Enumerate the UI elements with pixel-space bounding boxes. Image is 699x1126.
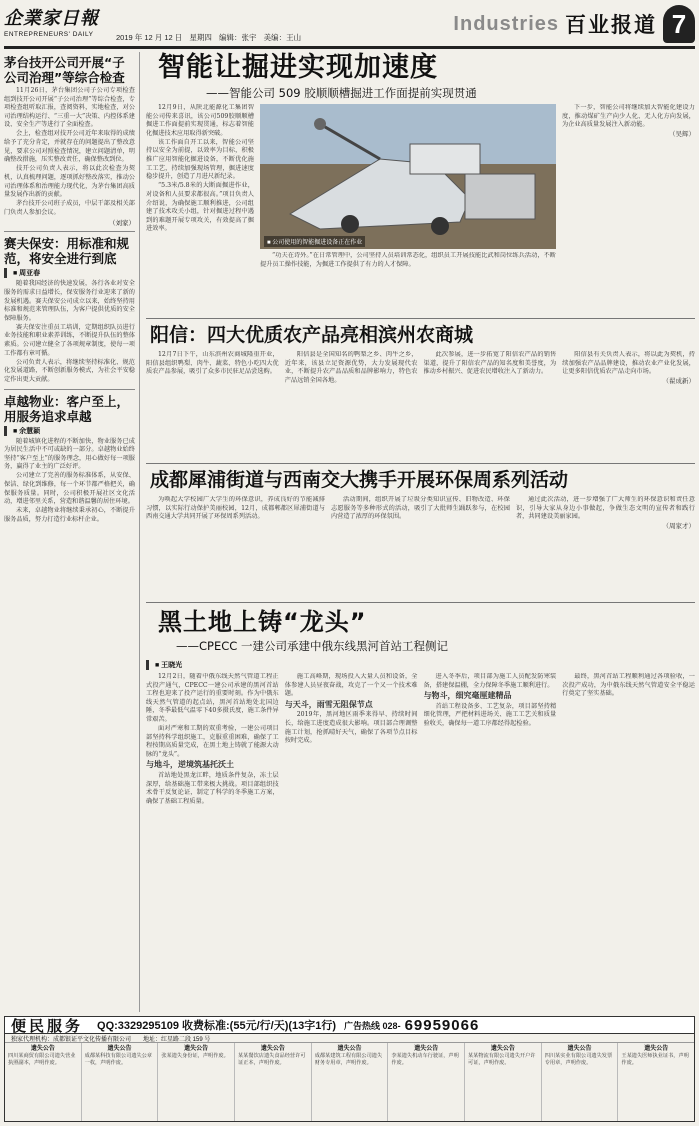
text-column	[146, 496, 325, 534]
notice-text: 王某遗失医师执业证书，声明作废。	[621, 1053, 689, 1066]
paragraph: 未来，卓越物业将继续秉承初心，不断提升服务品质，努力打造行业标杆企业。	[4, 507, 135, 523]
section-subheading: 与天斗，雨雪无阻保节点	[284, 699, 373, 709]
issue-weekday: 星期四	[189, 33, 212, 42]
paragraph: 首站地处黑龙江畔，地质条件复杂，冻土层深厚，给基础施工带来极大挑战。项目部组织技术骨干反复论证，制定了科学的冬季施工方案，确保了基础工程质量。	[146, 772, 279, 805]
divider	[146, 463, 695, 464]
classified-cell	[158, 1043, 235, 1121]
notice-title: 遗失公告	[567, 1045, 592, 1052]
paragraph: 赛夫保安注重员工培训，定期组织队员进行业务技能和职业素养训练，不断提升队伍的整体素质。公司建立健全了各项规章制度，使每一项工作都有章可循。	[4, 323, 135, 357]
classified-header	[5, 1017, 694, 1034]
masthead	[4, 4, 695, 50]
notice-title: 遗失公告	[644, 1045, 669, 1052]
masthead-rule	[4, 46, 695, 49]
left-column	[4, 52, 140, 1012]
notice-title: 遗失公告	[30, 1045, 55, 1052]
paragraph: “功夫在诗外。”在日常管理中，公司坚持人员培训常态化，组织员工开展技能比武和岗位练兵活动，不断提升员工操作技能，为掘进工作提供了有力的人才保障。	[260, 252, 556, 268]
notice-title: 遗失公告	[414, 1045, 439, 1052]
divider	[146, 318, 695, 319]
paragraph: 该工作面自开工以来，智能公司坚持以安全为前提，以效率为目标，积极推广应用智能化掘进设备，不断优化施工工艺，持续加强现场管理，掘进速度稳步提升，创造了月进尺新纪录。	[146, 138, 254, 181]
article-mining	[146, 52, 695, 314]
notice-text: 某某物流有限公司遗失开户许可证，声明作废。	[468, 1053, 536, 1066]
article-environment-week	[146, 468, 695, 598]
machinery-illustration	[260, 104, 556, 249]
photo-block	[260, 104, 556, 270]
text-column	[146, 351, 279, 389]
article-columns	[146, 104, 695, 270]
article-body	[4, 438, 135, 525]
classified-cell	[312, 1043, 389, 1121]
article-title: 卓越物业：客户至上，用服务追求卓越	[4, 393, 130, 424]
headline: 阳信：四大优质农产品亮相滨州农商城	[150, 324, 474, 346]
main-column	[146, 52, 695, 1012]
article-columns	[146, 673, 695, 807]
newspaper-logo	[4, 4, 114, 44]
classified-grid	[5, 1043, 694, 1121]
logo-english: ENTREPRENEURS' DAILY	[4, 31, 94, 38]
issue-info	[116, 32, 306, 43]
paragraph: 12月9日，从陕北能源化工集团智能公司传来喜讯，该公司509胶顺顺槽掘进工作面提前实现贯通，标志着智能化掘进技术应用取得新突破。	[146, 104, 254, 137]
text-column	[424, 673, 557, 807]
article-author: （刘家）	[109, 220, 135, 228]
classified-cell	[5, 1043, 82, 1121]
text-column	[424, 351, 557, 389]
headline: 成都犀浦街道与西南交大携手开展环保周系列活动	[150, 469, 569, 491]
paragraph: 面对严寒和工期的双重考验，一建公司项目部坚持科学组织施工，克服重重困难，确保了工程按期高质量完成，在黑土地上铸就了能源大动脉的“龙头”。	[146, 725, 279, 758]
section-english: Industries	[453, 12, 559, 35]
text-column	[285, 351, 418, 389]
paragraph: 阳信县有关负责人表示，将以此为契机，持续加强农产品品牌建设，推动农业产业化发展，让更多阳信优质农产品走向市场。	[562, 351, 695, 376]
paragraph: 通过此次活动，进一步增强了广大师生的环保意识和责任意识，引导大家从身边小事做起，争做生态文明的宣传者和践行者，共同建设美丽家园。	[516, 496, 695, 521]
notice-title: 遗失公告	[490, 1045, 515, 1052]
article-author: （翟成新）	[662, 377, 695, 385]
notice-title: 遗失公告	[337, 1045, 362, 1052]
issue-date: 2019 年 12 月 12 日	[116, 33, 183, 42]
article-author: （周家才）	[662, 522, 695, 530]
paragraph: 最终，黑河首站工程顺利通过各项验收，一次投产成功，为中俄东线天然气管道安全平稳运行奠定了坚实基础。	[562, 673, 695, 698]
paragraph: 下一步，智能公司将继续加大智能化建设力度，推动煤矿生产向少人化、无人化方向发展，为企业高质量发展注入新动能。	[562, 104, 695, 129]
classified-address: 地址：红星路二段 159 号	[143, 1036, 211, 1043]
article-title: 茅台技开公司开展“子公司治理”等综合检查	[4, 55, 125, 85]
classified-subheader	[5, 1034, 694, 1043]
article-columns	[146, 351, 695, 389]
paragraph: 首站工程设备多、工艺复杂，项目部坚持精细化管理，严把材料进场关、施工工艺关和质量验收关，确保每一道工序都经得起检验。	[423, 702, 557, 727]
notice-text: 李某遗失机动车行驶证，声明作废。	[391, 1053, 459, 1066]
text-column	[516, 496, 695, 534]
classified-cell	[82, 1043, 159, 1121]
article-farm-products	[146, 323, 695, 459]
designer-credit: 美编：王山	[263, 33, 302, 42]
notice-title: 遗失公告	[184, 1045, 209, 1052]
paragraph: 此次参展，进一步拓宽了阳信农产品的销售渠道，提升了阳信农产品的知名度和美誉度，为推动乡村振兴、促进农民增收注入了新动力。	[423, 351, 557, 376]
classified-title: 便民服务	[11, 1016, 84, 1035]
section-title: 百业报道	[565, 13, 657, 37]
notice-text: 成都某科技有限公司遗失公章一枚，声明作废。	[84, 1053, 153, 1066]
paragraph: 随着我国经济的快速发展，各行各业对安全服务的需求日益增长，保安服务行业迎来了新的发展机遇。赛夫保安公司成立以来，始终坚持用标准和规范来管理队伍，为客户提供优质的安全保障服务。	[4, 280, 135, 322]
divider	[4, 389, 135, 390]
paragraph: 会上，检查组对技开公司近年来取得的成绩给予了充分肯定，并就存在的问题提出了整改意见，要求公司对照检查情况，建立问题清单，明确整改措施，压实整改责任，确保整改到位。	[4, 130, 135, 164]
classified-cell	[465, 1043, 542, 1121]
page-number: 7	[663, 5, 695, 43]
headline: 黑土地上铸“龙头”	[158, 608, 367, 636]
headline: 智能让掘进实现加速度	[158, 52, 438, 83]
classified-cell	[388, 1043, 465, 1121]
paragraph: 施工高峰期，现场投入大量人员和设备，全体参建人员昼夜奋战，攻克了一个又一个技术难题。	[284, 673, 418, 698]
notice-text: 成都某建筑工程有限公司遗失财务专用章，声明作废。	[314, 1053, 383, 1066]
classified-cell	[542, 1043, 619, 1121]
article-pipeline-station	[146, 607, 695, 1017]
article-body	[4, 280, 135, 384]
paragraph: 公司负责人表示，将继续坚持标准化、规范化发展道路，不断创新服务模式，为社会平安稳定作出更大贡献。	[4, 358, 135, 383]
section-subheading: 与物斗，细究毫厘建精品	[423, 691, 512, 701]
text-column	[331, 496, 510, 534]
notice-text: 某某餐饮店遗失食品经营许可证正本，声明作废。	[238, 1053, 306, 1066]
paragraph: “5.3米/5.8米的大断面掘进作业，对设备和人员要求都很高。”项目负责人介绍说，为确保施工顺利推进，公司组建了技术攻关小组，针对掘进过程中遇到的难题开展专项攻关，有效提高了掘进效率。	[146, 182, 254, 233]
text-column	[260, 252, 556, 270]
article-author: （吴辉）	[669, 130, 695, 138]
text-column	[285, 673, 418, 807]
article-byline: ■ 周亚春	[4, 268, 135, 278]
paragraph: 公司建立了完善的服务标准体系，从安保、保洁、绿化到维修，每一个环节都严格把关，确保服务质量。同时，公司积极开展社区文化活动，增进邻里关系，营造和谐温馨的居住环境。	[4, 472, 135, 506]
classified-qq: QQ:3329295109 收费标准:(55元/行/天)(13字1行)	[97, 1020, 337, 1032]
classified-hotline-label: 广告热线 028-	[344, 1020, 401, 1031]
notice-title: 遗失公告	[260, 1045, 285, 1052]
notice-text: 四川某商贸有限公司遗失营业执照副本，声明作废。	[8, 1053, 76, 1066]
text-column	[562, 104, 695, 270]
text-column	[562, 673, 695, 807]
paragraph: 12月2日，随着中俄东线天然气管道工程正式投产通气，CPECC一建公司承建的黑河首站工程也迎来了投产运行的重要时刻。作为中俄东线天然气管道的起点站，黑河首站地处北国边陲，冬季最低气温零下40多摄氏度，施工条件异常艰苦。	[146, 673, 279, 723]
paragraph: 12月7日下午，山东滨州农商城隆重开业，阳信县组织鸭梨、肉牛、蔬菜、特色小吃四大优质农产品参展，吸引了众多市民驻足品尝选购。	[146, 351, 279, 376]
article-body	[4, 87, 135, 217]
classified-ads	[4, 1016, 695, 1122]
notice-text: 张某遗失身份证，声明作废。	[161, 1053, 229, 1059]
article-byline: ■ 余慧颖	[4, 426, 135, 436]
editor-credit: 编辑：张宇	[218, 33, 257, 42]
divider	[4, 231, 135, 232]
classified-cell	[235, 1043, 312, 1121]
paragraph: 技开公司负责人表示，将以此次检查为契机，认真梳理问题，逐项抓好整改落实，推动公司治理体系和治理能力现代化，为茅台集团高质量发展作出新的贡献。	[4, 165, 135, 199]
classified-phone: 69959066	[404, 1016, 480, 1034]
paragraph: 进入冬季后，项目部为施工人员配发防寒装备，搭建保温棚，全力保障冬季施工顺利进行。	[423, 673, 557, 689]
logo-chinese: 企業家日報	[4, 8, 99, 29]
subheadline: ——智能公司 509 胶顺顺槽掘进工作面提前实现贯通	[206, 86, 477, 100]
section-subheading: 与地斗，逆境筑基托沃土	[146, 760, 234, 770]
divider	[146, 602, 695, 603]
article-byline: ■ 王晓光	[146, 660, 695, 670]
photo-caption: ■ 公司使用的智能掘进设备正在作业	[264, 236, 365, 247]
subheadline: ——CPECC 一建公司承建中俄东线黑河首站工程侧记	[176, 639, 448, 653]
paragraph: 11月26日，茅台集团公司子公司专项检查组到技开公司开展“子公司治理”等综合检查，专项检查组听取汇报，查阅资料，实地检查，对公司治理结构运行、“三重一大”决策、内控体系建设、安全生产等进行了全面检查。	[4, 87, 135, 129]
paragraph: 随着城镇化进程的不断加快，物业服务已成为居民生活中不可或缺的一部分。卓越物业始终坚持“客户至上”的服务理念，用心做好每一项服务，赢得了业主的广泛好评。	[4, 437, 135, 471]
paragraph: 茅台技开公司班子成员，中层干部及相关部门负责人参加会议。	[4, 200, 135, 216]
mining-photo	[260, 104, 556, 249]
text-column	[146, 673, 279, 807]
paragraph: 阳信县是全国知名的鸭梨之乡、肉牛之乡，近年来，该县立足资源优势，大力发展现代农业，不断提升农产品品质和品牌影响力，特色农产品远销全国各地。	[284, 351, 418, 384]
notice-title: 遗失公告	[107, 1045, 132, 1052]
article-columns	[146, 496, 695, 534]
classified-cell	[618, 1043, 694, 1121]
article-title: 赛夫保安：用标准和规范，将安全进行到底	[4, 236, 130, 267]
text-column	[146, 104, 254, 270]
paragraph: 活动期间，组织开展了垃圾分类知识宣传、旧物改造、环保志愿服务等多种形式的活动，吸引了大批师生踊跃参与，在校园内营造了浓厚的环保氛围。	[331, 496, 510, 521]
notice-text: 四川某实业有限公司遗失发票专用章，声明作废。	[544, 1053, 613, 1066]
classified-agency: 独家代理机构：成都银证平文化传播有限公司	[11, 1036, 132, 1043]
paragraph: 为唤起大学校园广大学生的环保意识，养成良好的节能减排习惯，以实际行动保护美丽校园，12月，成都郫都区犀浦街道与西南交通大学共同开展了环保周系列活动。	[146, 496, 325, 521]
paragraph: 2019年，黑河地区雨季来得早、持续时间长，给施工进度造成很大影响。项目部合理调整施工计划，抢抓晴好天气，确保了各项节点目标按时完成。	[284, 711, 418, 745]
text-column	[562, 351, 695, 389]
section-header	[453, 4, 695, 44]
article-columns	[260, 252, 556, 270]
